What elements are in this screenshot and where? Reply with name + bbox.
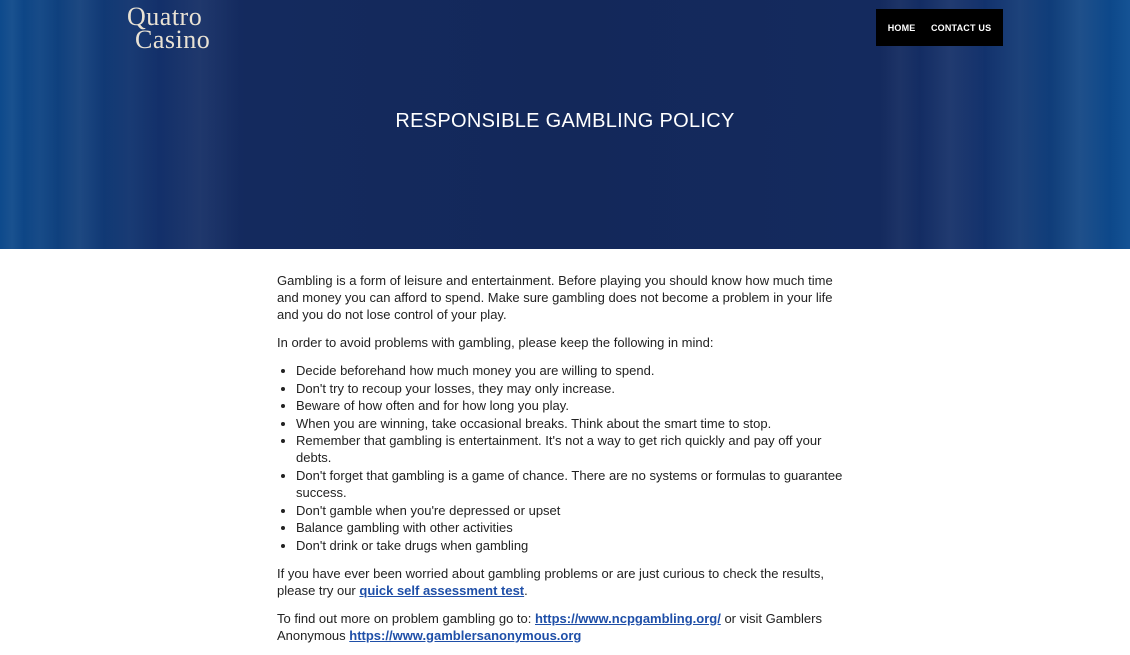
list-item: • Decide beforehand how much money you are willing to spend. [296,362,852,379]
self-assessment-link[interactable]: quick self assessment test [359,582,525,598]
ncpgambling-link[interactable]: https://www.ncpgambling.org/ [534,610,721,626]
casino-logo[interactable] [127,4,267,53]
list-item: • Don't drink or take drugs when gambling [296,537,852,554]
hero-banner [0,0,1130,249]
resources-paragraph [277,610,852,644]
tips-list [277,362,852,554]
list-item: • Balance gambling with other activities [296,519,852,536]
policy-content [277,272,852,655]
nav-home-link[interactable]: HOME [887,22,916,33]
nav-contact-link[interactable]: CONTACT US [930,22,992,33]
list-item: • Don't forget that gambling is a game of chance. There are no systems or formulas to guarantee success. [296,467,852,501]
lead-paragraph: In order to avoid problems with gambling, please keep the following in mind: [277,335,714,350]
list-item: • Remember that gambling is entertainment. It's not a way to get rich quickly and pay off your debts. [296,432,852,466]
self-assessment-text: If you have ever been worried about gambling problems or are just curious to check the results, please try our [277,565,825,598]
list-item: • Beware of how often and for how long you play. [296,397,852,414]
list-item: • When you are winning, take occasional breaks. Think about the smart time to stop. [296,415,852,432]
page-title: RESPONSIBLE GAMBLING POLICY [395,110,735,132]
intro-paragraph: Gambling is a form of leisure and entertainment. Before playing you should know how much time and money you can afford to spend. Make sure gambling does not become a problem in your life and you do not lose control of your play. [277,273,833,322]
logo-line-2: Casino [135,25,211,54]
resources-text: To find out more on problem gambling go to: [277,610,535,626]
list-item: • Don't try to recoup your losses, they may only increase. [296,380,852,397]
self-assessment-period: . [524,582,528,598]
self-assessment-paragraph [277,565,852,599]
resources-middle-text: or visit Gamblers Anonymous [277,610,822,643]
main-nav [876,9,1003,46]
list-item: • Don't gamble when you're depressed or upset [296,502,852,519]
logo-line-1: Quatro [127,2,203,31]
gamblers-anonymous-link[interactable]: https://www.gamblersanonymous.org [349,627,582,643]
